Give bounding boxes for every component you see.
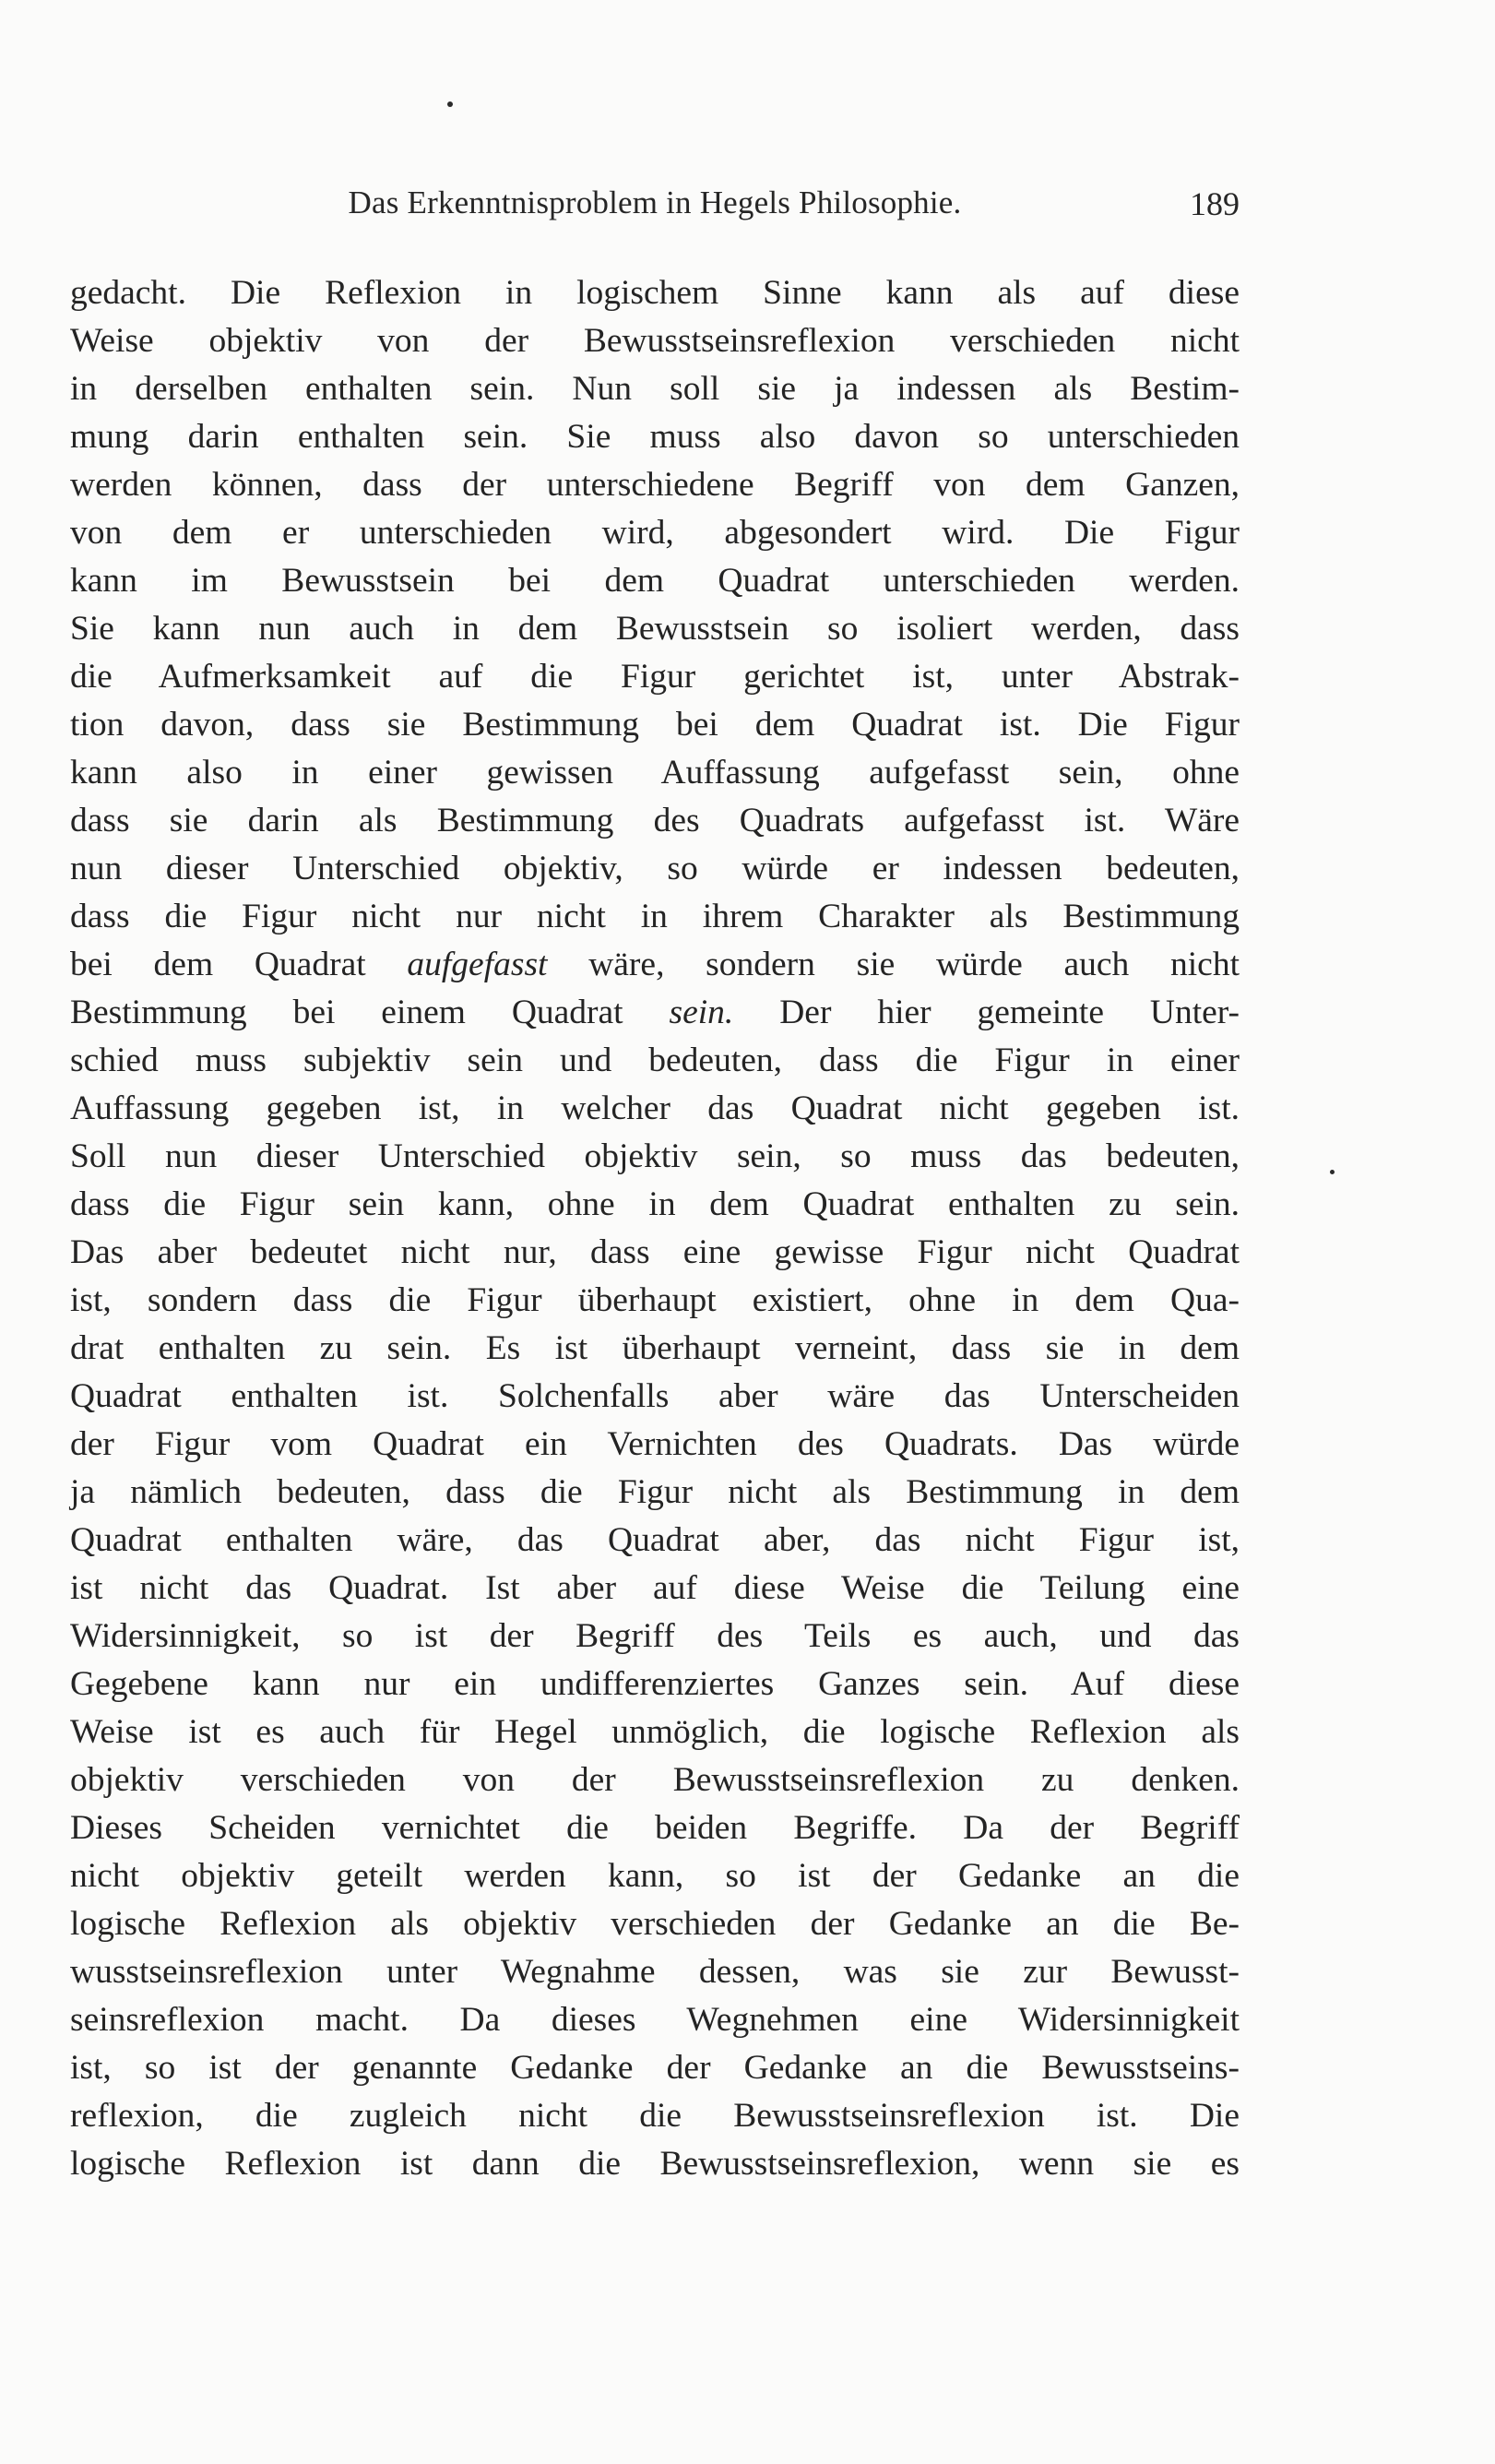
- text-segment: Weise objektiv von der Bewusstseinsreflexion verschieden nicht: [70, 322, 1240, 360]
- text-segment: dass die Figur sein kann, ohne in dem Quadrat enthalten zu sein.: [70, 1185, 1240, 1223]
- text-segment: Dieses Scheiden vernichtet die beiden Begriffe. Da der Begriff: [70, 1809, 1240, 1847]
- text-line: [70, 2140, 1240, 2188]
- text-line: [70, 1852, 1240, 1900]
- text-line: [70, 269, 1240, 317]
- page-number: 189: [1190, 185, 1240, 222]
- text-segment: bei dem Quadrat: [70, 946, 408, 983]
- text-segment: seinsreflexion macht. Da dieses Wegnehmen eine Widersinnigkeit: [70, 2001, 1240, 2039]
- text-segment: nun dieser Unterschied objektiv, so würde er indessen bedeuten,: [70, 850, 1240, 887]
- text-segment: reflexion, die zugleich nicht die Bewusstseinsreflexion ist. Die: [70, 2097, 1240, 2135]
- ink-speck: [447, 101, 453, 107]
- text-line: [70, 1996, 1240, 2044]
- text-segment: dass sie darin als Bestimmung des Quadrats aufgefasst ist. Wäre: [70, 802, 1240, 839]
- text-segment: Gegebene kann nur ein undifferenziertes Ganzes sein. Auf diese: [70, 1665, 1240, 1703]
- text-segment: logische Reflexion als objektiv verschieden der Gedanke an die Be-: [70, 1905, 1240, 1943]
- text-segment: objektiv verschieden von der Bewusstseinsreflexion zu denken.: [70, 1761, 1240, 1799]
- text-line: [70, 1277, 1240, 1325]
- text-line: [70, 1085, 1240, 1133]
- text-segment: die Aufmerksamkeit auf die Figur gerichtet ist, unter Abstrak-: [70, 658, 1240, 696]
- text-line: [70, 1565, 1240, 1613]
- text-segment: ist nicht das Quadrat. Ist aber auf diese Weise die Teilung eine: [70, 1569, 1240, 1607]
- text-segment: Weise ist es auch für Hegel unmöglich, die logische Reflexion als: [70, 1713, 1240, 1751]
- text-line: [70, 557, 1240, 605]
- text-line: [70, 413, 1240, 461]
- text-segment: ist, so ist der genannte Gedanke der Gedanke an die Bewusstseins-: [70, 2049, 1240, 2087]
- text-segment: nicht objektiv geteilt werden kann, so ist der Gedanke an die: [70, 1857, 1240, 1895]
- body-text: [70, 269, 1240, 2188]
- text-segment: Das aber bedeutet nicht nur, dass eine gewisse Figur nicht Quadrat: [70, 1233, 1240, 1271]
- text-segment: drat enthalten zu sein. Es ist überhaupt verneint, dass sie in dem: [70, 1329, 1240, 1367]
- text-segment: wäre, sondern sie würde auch nicht: [547, 946, 1240, 983]
- text-segment: Bestimmung bei einem Quadrat: [70, 994, 670, 1031]
- text-segment: ist, sondern dass die Figur überhaupt existiert, ohne in dem Qua-: [70, 1281, 1240, 1319]
- text-line: [70, 989, 1240, 1037]
- text-line: [70, 1229, 1240, 1277]
- text-line: [70, 1900, 1240, 1948]
- text-line: [70, 1804, 1240, 1852]
- text-line: [70, 2044, 1240, 2092]
- running-header: [70, 185, 1240, 231]
- text-line: [70, 509, 1240, 557]
- text-segment: Quadrat enthalten ist. Solchenfalls aber wäre das Unterscheiden: [70, 1377, 1240, 1415]
- text-line: [70, 1469, 1240, 1517]
- text-segment: Der hier gemeinte Unter-: [733, 994, 1240, 1031]
- text-segment: ja nämlich bedeuten, dass die Figur nicht als Bestimmung in dem: [70, 1473, 1240, 1511]
- text-line: [70, 1661, 1240, 1708]
- text-segment: Widersinnigkeit, so ist der Begriff des Teils es auch, und das: [70, 1617, 1240, 1655]
- italic-emphasis: aufgefasst: [407, 946, 548, 983]
- text-line: [70, 1613, 1240, 1661]
- text-line: [70, 749, 1240, 797]
- text-segment: Sie kann nun auch in dem Bewusstsein so isoliert werden, dass: [70, 610, 1240, 648]
- text-line: [70, 701, 1240, 749]
- text-line: [70, 1517, 1240, 1565]
- text-segment: von dem er unterschieden wird, abgesondert wird. Die Figur: [70, 514, 1240, 552]
- text-line: [70, 605, 1240, 653]
- text-line: [70, 1037, 1240, 1085]
- text-line: [70, 1948, 1240, 1996]
- text-segment: werden können, dass der unterschiedene Begriff von dem Ganzen,: [70, 466, 1240, 504]
- text-line: [70, 941, 1240, 989]
- running-title: Das Erkenntnisproblem in Hegels Philosophie.: [348, 185, 962, 220]
- text-segment: wusstseinsreflexion unter Wegnahme dessen, was sie zur Bewusst-: [70, 1953, 1240, 1991]
- text-line: [70, 1181, 1240, 1229]
- text-segment: der Figur vom Quadrat ein Vernichten des Quadrats. Das würde: [70, 1425, 1240, 1463]
- text-line: [70, 893, 1240, 941]
- text-segment: logische Reflexion ist dann die Bewusstseinsreflexion, wenn sie es: [70, 2145, 1240, 2183]
- text-line: [70, 1373, 1240, 1421]
- text-segment: kann also in einer gewissen Auffassung aufgefasst sein, ohne: [70, 754, 1240, 792]
- text-segment: gedacht. Die Reflexion in logischem Sinne kann als auf diese: [70, 274, 1240, 312]
- text-segment: tion davon, dass sie Bestimmung bei dem Quadrat ist. Die Figur: [70, 706, 1240, 744]
- text-segment: mung darin enthalten sein. Sie muss also davon so unterschieden: [70, 418, 1240, 456]
- text-segment: Soll nun dieser Unterschied objektiv sein, so muss das bedeuten,: [70, 1137, 1240, 1175]
- text-line: [70, 1325, 1240, 1373]
- text-segment: Quadrat enthalten wäre, das Quadrat aber, das nicht Figur ist,: [70, 1521, 1240, 1559]
- text-segment: in derselben enthalten sein. Nun soll sie ja indessen als Bestim-: [70, 370, 1240, 408]
- text-segment: Auffassung gegeben ist, in welcher das Quadrat nicht gegeben ist.: [70, 1089, 1240, 1127]
- text-line: [70, 1756, 1240, 1804]
- text-line: [70, 1708, 1240, 1756]
- ink-speck: [1330, 1170, 1335, 1174]
- italic-emphasis: sein.: [669, 994, 734, 1031]
- text-line: [70, 1421, 1240, 1469]
- text-line: [70, 845, 1240, 893]
- text-segment: kann im Bewusstsein bei dem Quadrat unterschieden werden.: [70, 562, 1240, 600]
- text-segment: dass die Figur nicht nur nicht in ihrem Charakter als Bestimmung: [70, 898, 1240, 935]
- text-line: [70, 797, 1240, 845]
- text-line: [70, 461, 1240, 509]
- text-line: [70, 365, 1240, 413]
- text-line: [70, 1133, 1240, 1181]
- text-segment: schied muss subjektiv sein und bedeuten, dass die Figur in einer: [70, 1042, 1240, 1079]
- text-line: [70, 317, 1240, 365]
- text-line: [70, 653, 1240, 701]
- text-line: [70, 2092, 1240, 2140]
